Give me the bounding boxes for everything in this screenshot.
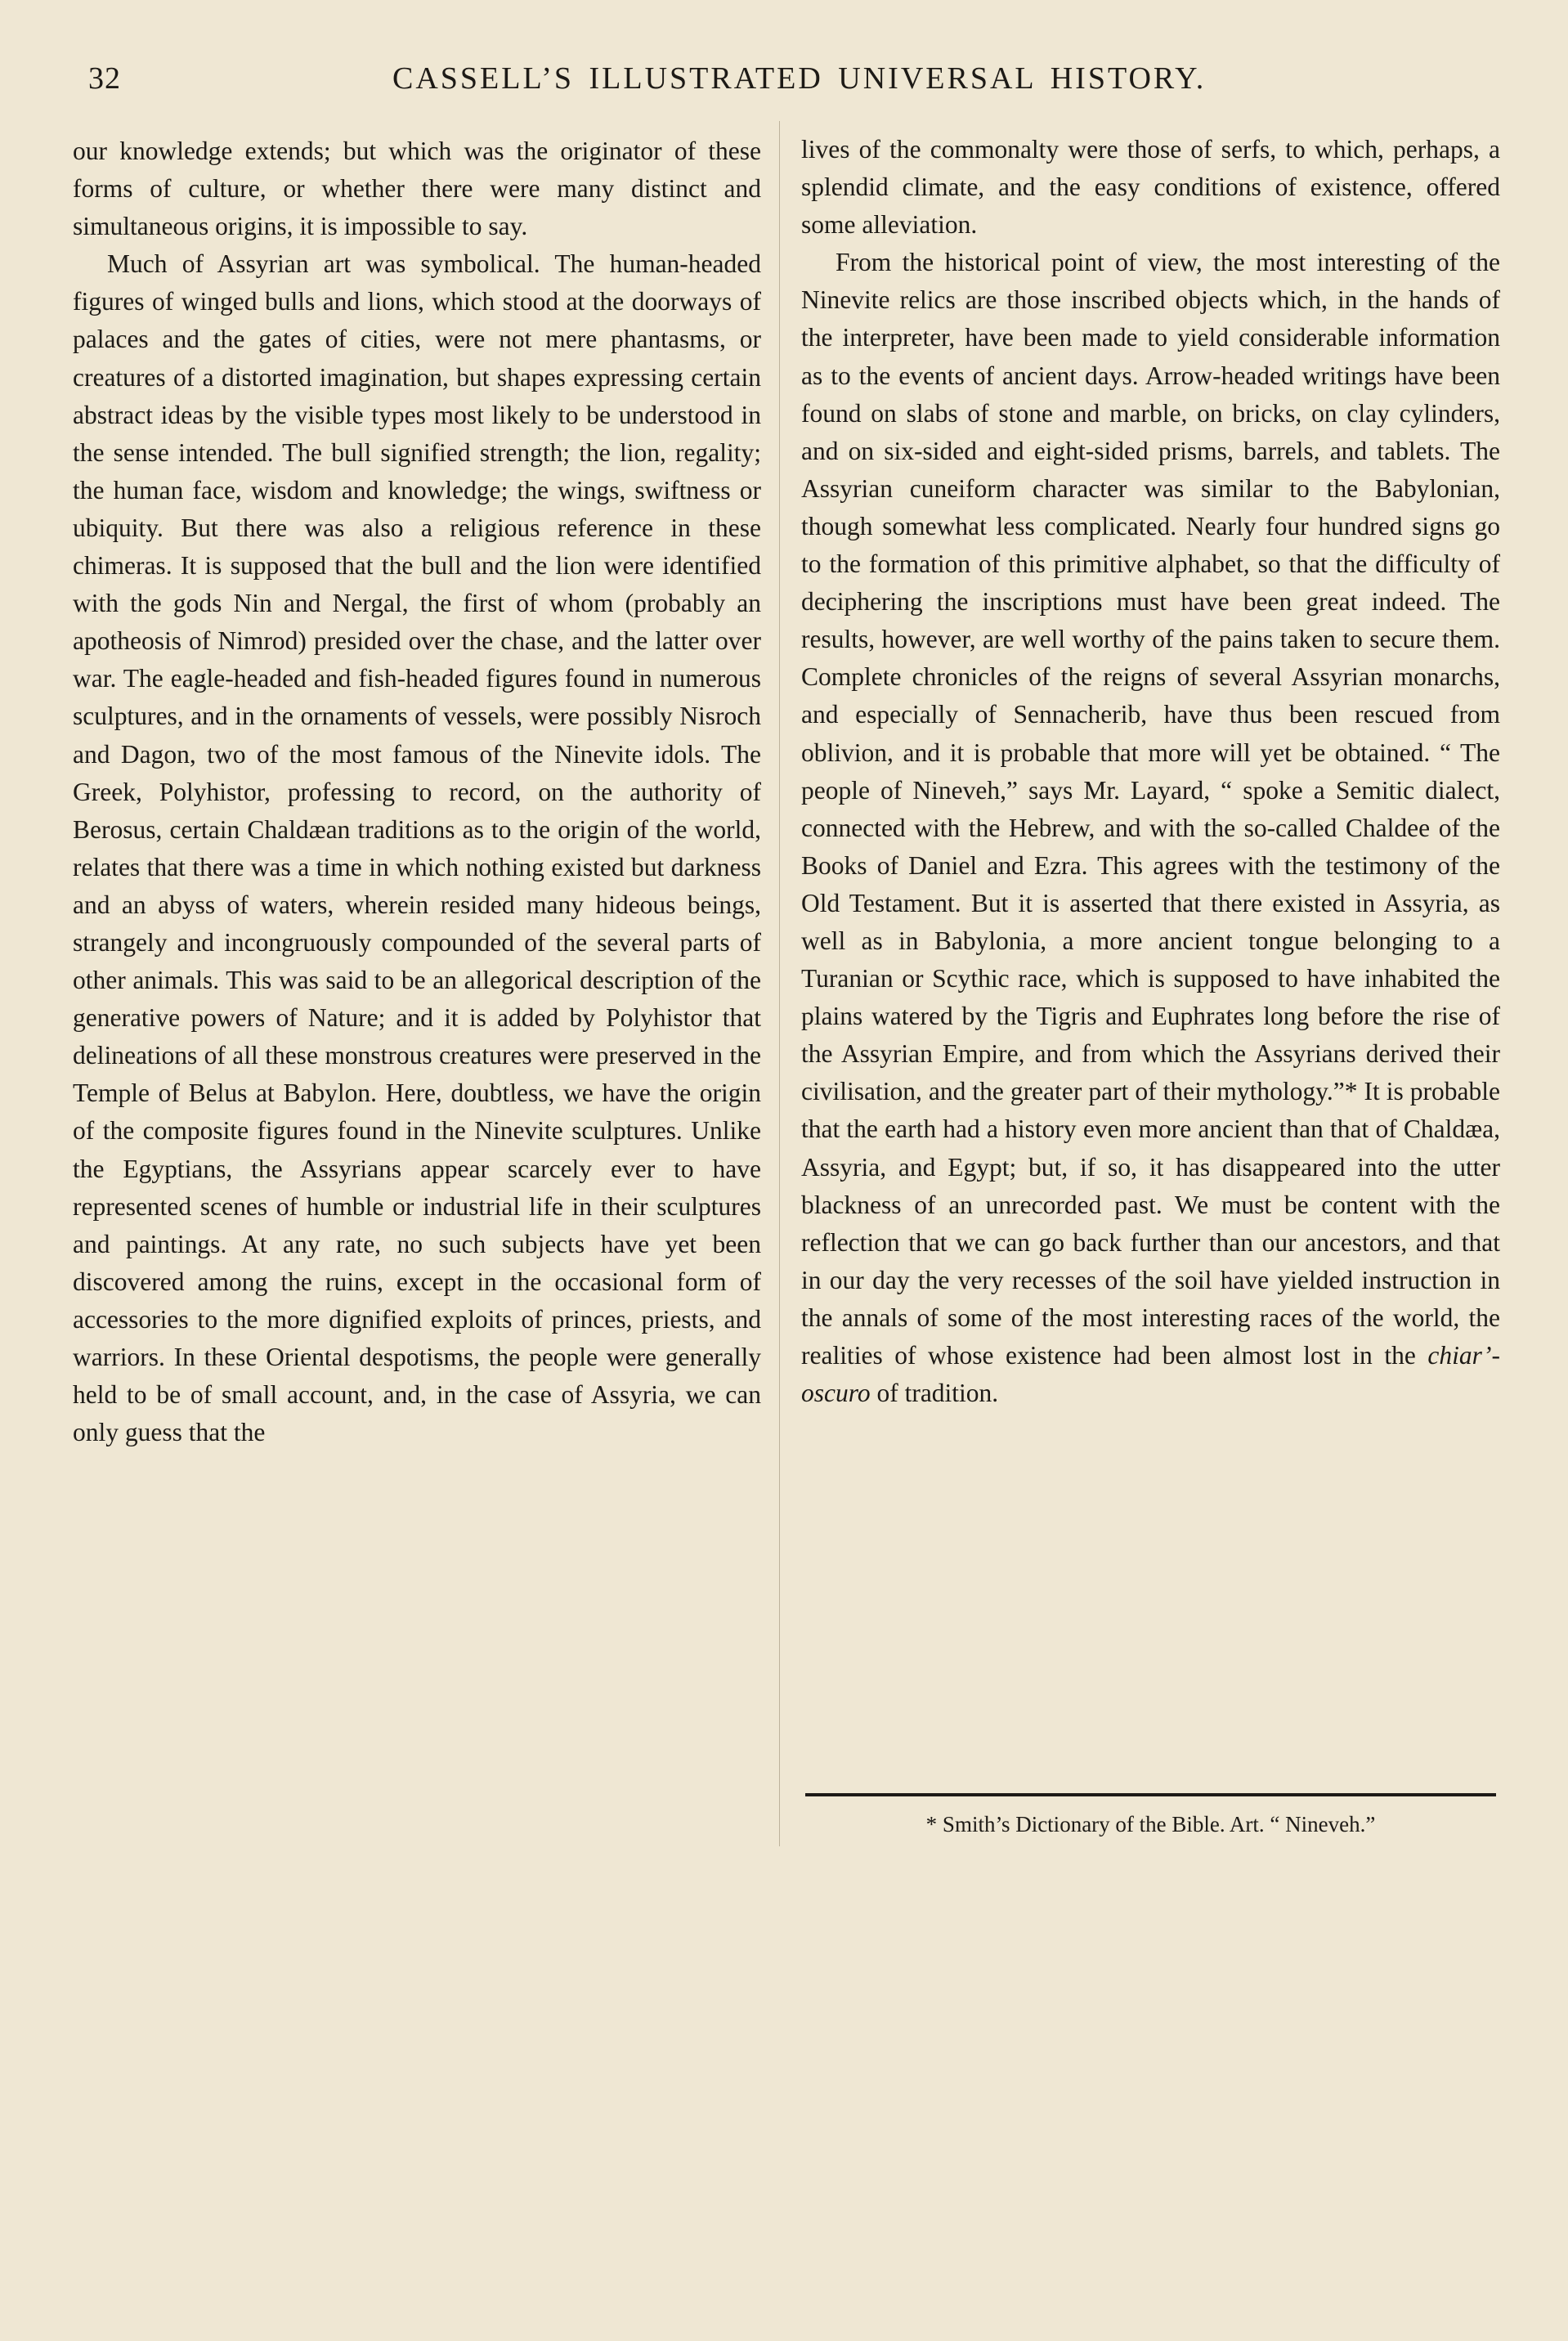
right-column (801, 131, 1500, 1412)
paragraph: our knowledge extends; but which was the originator of these forms of culture, or whether there were many distinct and simultaneous origins, it is impossible to say. (73, 137, 761, 241)
paragraph: Much of Assyrian art was symbolical. The human-headed figures of winged bulls and lions, which stood at the doorways of palaces and the gates of cities, were not mere phantasms, or creatures of a distorted imagination, but shapes expressing certain abstract ideas by the visible types most likely to be understood in the sense intended. The bull signified strength; the lion, regality; the human face, wisdom and knowledge; the wings, swiftness or ubiquity. But there was also a religious reference in these chimeras. It is supposed that the bull and the lion were identified with the gods Nin and Nergal, the first of whom (probably an apotheosis of Nimrod) presided over the chase, and the latter over war. The eagle-headed and fish-headed figures found in numerous sculptures, and in the ornaments of vessels, were possibly Nisroch and Dagon, two of the most famous of the Ninevite idols. The Greek, Polyhistor, professing to record, on the authority of Berosus, certain Chaldæan traditions as to the origin of the world, relates that there was a time in which nothing existed but darkness and an abyss of waters, wherein resided many hideous beings, strangely and incongruously compounded of the several parts of other animals. This was said to be an allegorical description of the generative powers of Nature; and it is added by Polyhistor that delineations of all these monstrous creatures were preserved in the Temple of Belus at Babylon. Here, doubtless, we have the origin of the composite figures found in the Ninevite sculptures. Unlike the Egyptians, the Assyrians appear scarcely ever to have represented scenes of humble or industrial life in their sculptures and paintings. At any rate, no such subjects have yet been discovered among the ruins, except in the occasional form of accessories to the more dignified exploits of princes, priests, and warriors. In these Oriental despotisms, the people were generally held to be of small account, and, in the case of Assyria, we can only guess that the (73, 249, 761, 1447)
italic-term: chiar’-oscuro (801, 1341, 1500, 1408)
paragraph: lives of the commonalty were those of serfs, to which, perhaps, a splendid climate, and the easy conditions of existence, offered some alleviation. (801, 135, 1500, 240)
page-header (49, 61, 1545, 110)
footnote: * Smith’s Dictionary of the Bible. Art. “ Nineveh.” (925, 1812, 1376, 1836)
running-title: CASSELL’S ILLUSTRATED UNIVERSAL HISTORY. (392, 61, 1207, 96)
paragraph-text: From the historical point of view, the most interesting of the Ninevite relics are those inscribed objects which, in the hands of the interpreter, have been made to yield considerable information as to the events of ancient days. Arrow-headed writings have been found on slabs of stone and marble, on bricks, on clay cylinders, and on six-sided and eight-sided prisms, barrels, and tablets. The Assyrian cuneiform character was similar to the Babylonian, though somewhat less complicated. Nearly four hundred signs go to the formation of this primitive alphabet, so that the difficulty of deciphering the inscriptions must have been great indeed. The results, however, are well worthy of the pains taken to secure them. Complete chronicles of the reigns of several Assyrian monarchs, and especially of Sennacherib, have thus been rescued from oblivion, and it is probable that more will yet be obtained. “ The people of Nineveh,” says Mr. Layard, “ spoke a Semitic dialect, connected with the Hebrew, and with the so-called Chaldee of the Books of Daniel and Ezra. This agrees with the testimony of the Old Testament. But it is asserted that there existed in Assyria, as well as in Babylonia, a more ancient tongue belonging to a Turanian or Scythic race, which is supposed to have inhabited the plains watered by the Tigris and Euphrates long before the rise of the Assyrian Empire, and from which the Assyrians derived their civilisation, and the greater part of their mythology.”* It is probable that the earth had a history even more ancient than that of Chaldæa, Assyria, and Egypt; but, if so, it has disappeared into the utter blackness of an unrecorded past. We must be content with the reflection that we can go back further than our ancestors, and that in our day the very recesses of the soil have yielded instruction in the annals of some of the most interesting races of the world, the realities of whose existence had been almost lost in the (801, 248, 1500, 1370)
column-divider (779, 121, 780, 1846)
paragraph-text-end: of tradition. (870, 1379, 999, 1408)
paragraph (801, 244, 1500, 1412)
page-number: 32 (88, 61, 121, 96)
footnote-rule (805, 1793, 1496, 1796)
left-column (73, 132, 761, 1451)
